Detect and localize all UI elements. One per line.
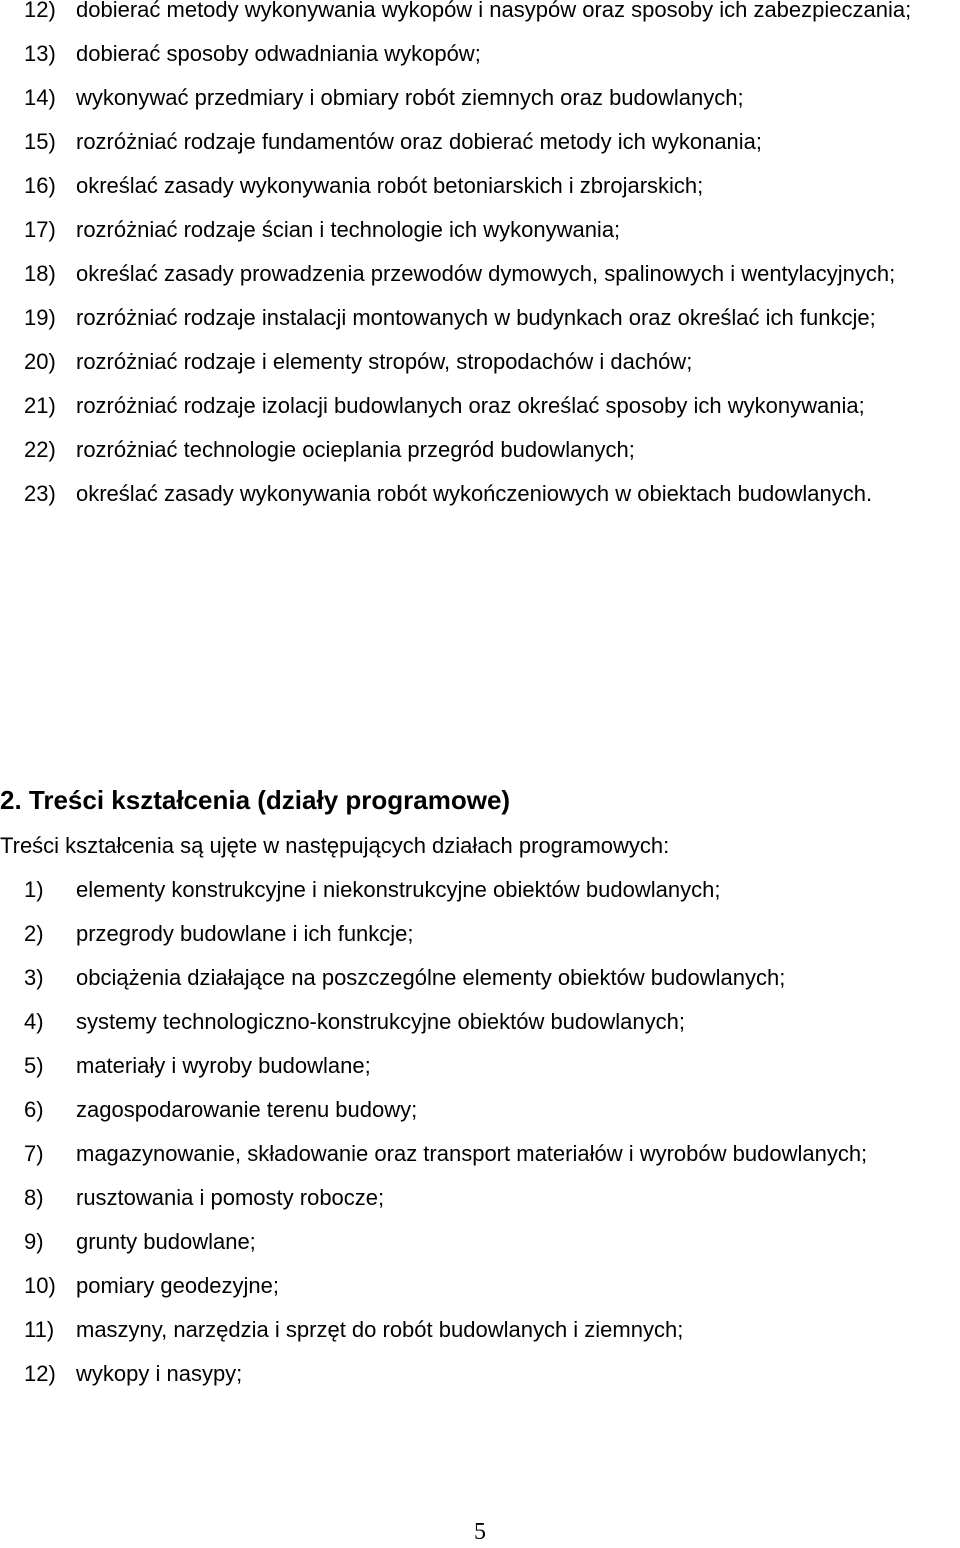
list-item [24, 0, 956, 32]
list-item-number: 15) [24, 129, 56, 154]
list-item-text: określać zasady prowadzenia przewodów dymowych, spalinowych i wentylacyjnych; [76, 261, 896, 286]
list-item-number: 12) [24, 1361, 56, 1386]
list-item [24, 912, 956, 956]
list-item [24, 76, 956, 120]
list-item [24, 1308, 956, 1352]
outcomes-list [24, 0, 956, 516]
list-item [24, 1264, 956, 1308]
list-item-text: określać zasady wykonywania robót betoniarskich i zbrojarskich; [76, 173, 704, 198]
list-item-text: systemy technologiczno-konstrukcyjne obiektów budowlanych; [76, 1009, 685, 1034]
list-item-text: grunty budowlane; [76, 1229, 256, 1254]
list-item-text: rozróżniać rodzaje fundamentów oraz dobierać metody ich wykonania; [76, 129, 763, 154]
list-item-number: 12) [24, 0, 56, 22]
list-item-text: obciążenia działające na poszczególne elementy obiektów budowlanych; [76, 965, 786, 990]
list-item-number: 6) [24, 1097, 44, 1122]
list-item [24, 252, 956, 296]
list-item [24, 208, 956, 252]
list-item [24, 1176, 956, 1220]
list-item [24, 868, 956, 912]
list-item-text: materiały i wyroby budowlane; [76, 1053, 371, 1078]
list-item-text: rozróżniać rodzaje instalacji montowanych w budynkach oraz określać ich funkcje; [76, 305, 876, 330]
list-item-number: 11) [24, 1317, 55, 1342]
list-item-number: 10) [24, 1273, 56, 1298]
list-item-number: 9) [24, 1229, 44, 1254]
list-item [24, 340, 956, 384]
section-heading: 2. Treści kształcenia (działy programowe) [0, 785, 511, 815]
list-item [24, 120, 956, 164]
intro-paragraph: Treści kształcenia są ujęte w następujących działach programowych: [0, 833, 670, 858]
list-item [24, 32, 956, 76]
list-item-number: 18) [24, 261, 56, 286]
list-item [24, 428, 956, 472]
list-item-number: 16) [24, 173, 56, 198]
list-item-number: 8) [24, 1185, 44, 1210]
list-item-text: maszyny, narzędzia i sprzęt do robót budowlanych i ziemnych; [76, 1317, 684, 1342]
list-item-number: 19) [24, 305, 56, 330]
list-item-number: 3) [24, 965, 44, 990]
list-item-number: 17) [24, 217, 56, 242]
list-item [24, 1088, 956, 1132]
page-number: 5 [474, 1519, 486, 1545]
list-item-text: rozróżniać rodzaje izolacji budowlanych oraz określać sposoby ich wykonywania; [76, 393, 865, 418]
list-item [24, 384, 956, 428]
list-item-number: 7) [24, 1141, 44, 1166]
list-item-number: 23) [24, 481, 56, 506]
list-item-text: elementy konstrukcyjne i niekonstrukcyjne obiektów budowlanych; [76, 877, 721, 902]
list-item-number: 1) [24, 877, 44, 902]
list-item-text: dobierać sposoby odwadniania wykopów; [76, 41, 481, 66]
list-item-text: rozróżniać rodzaje ścian i technologie ich wykonywania; [76, 217, 621, 242]
list-item-text: przegrody budowlane i ich funkcje; [76, 921, 414, 946]
list-item-text: dobierać metody wykonywania wykopów i nasypów oraz sposoby ich zabezpieczania; [76, 0, 912, 22]
list-item [24, 472, 956, 516]
list-item [24, 1000, 956, 1044]
list-item-text: rozróżniać technologie ocieplania przegród budowlanych; [76, 437, 635, 462]
list-item-number: 22) [24, 437, 56, 462]
list-item-text: magazynowanie, składowanie oraz transport materiałów i wyrobów budowlanych; [76, 1141, 868, 1166]
list-item-text: pomiary geodezyjne; [76, 1273, 280, 1298]
list-item-text: wykopy i nasypy; [76, 1361, 243, 1386]
list-item [24, 164, 956, 208]
list-item-text: rusztowania i pomosty robocze; [76, 1185, 385, 1210]
list-item [24, 1044, 956, 1088]
list-item-text: rozróżniać rodzaje i elementy stropów, stropodachów i dachów; [76, 349, 693, 374]
list-item-number: 2) [24, 921, 44, 946]
program-sections-list [24, 868, 956, 1396]
list-item [24, 1132, 956, 1176]
list-item [24, 296, 956, 340]
list-item-text: zagospodarowanie terenu budowy; [76, 1097, 418, 1122]
list-item-text: określać zasady wykonywania robót wykończeniowych w obiektach budowlanych. [76, 481, 873, 506]
list-item-number: 20) [24, 349, 56, 374]
list-item-number: 4) [24, 1009, 44, 1034]
list-item-number: 5) [24, 1053, 44, 1078]
list-item-number: 13) [24, 41, 56, 66]
list-item-number: 21) [24, 393, 56, 418]
list-item-text: wykonywać przedmiary i obmiary robót ziemnych oraz budowlanych; [76, 85, 744, 110]
list-item-number: 14) [24, 85, 56, 110]
list-item [24, 1220, 956, 1264]
list-item [24, 956, 956, 1000]
list-item [24, 1352, 956, 1396]
